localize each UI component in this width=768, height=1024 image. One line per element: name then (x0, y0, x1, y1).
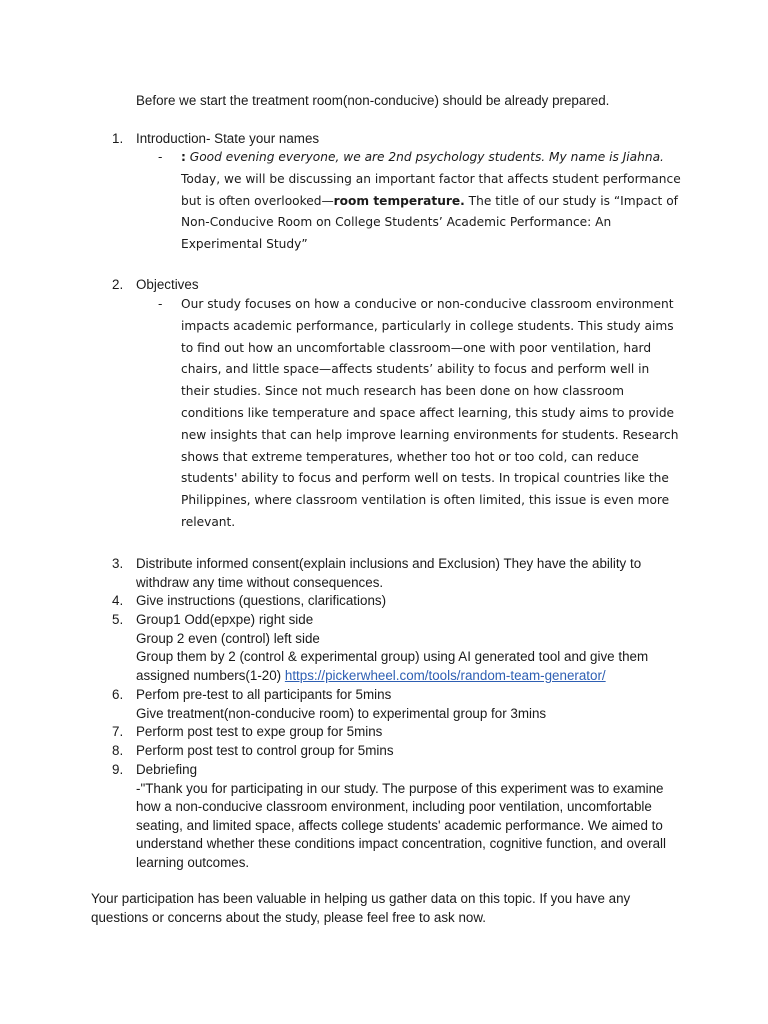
item-number: 9. (112, 762, 124, 777)
intro-text: Today, we will be discussing an important factor that affects student performance but is often overlooked— (181, 171, 681, 208)
pre-test-line: Perfom pre-test to all participants for 5mins (136, 687, 392, 702)
key-term: room temperature. (333, 193, 465, 208)
item-text: Perform post test to expe group for 5mins (136, 724, 383, 739)
item-text: Perform post test to control group for 5mins (136, 743, 394, 758)
item-text: Distribute informed consent(explain inclusions and Exclusion) They have the ability to withdraw any time without consequences. (136, 556, 642, 590)
item-number: 8. (112, 743, 124, 758)
greeting-text: Good evening everyone, we are 2nd psychology students. My name is Jiahna. (185, 150, 664, 164)
item-title: Introduction- State your names (136, 131, 320, 146)
item-title: Objectives (136, 277, 199, 292)
debriefing-paragraph: -"Thank you for participating in our study. The purpose of this experiment was to examine how a non-conducive classroom environment, including poor ventilation, uncomfortable seating, and limited space, affects college students' academic performance. We aimed to understand whether these conditions impact concentration, cognitive function, and overall learning outcomes. (136, 780, 666, 870)
item-number: 3. (112, 556, 124, 571)
item-number: 2. (112, 277, 124, 292)
item-number: 7. (112, 724, 124, 739)
item-title: Debriefing (136, 762, 198, 777)
group-2-line: Group 2 even (control) left side (136, 630, 320, 646)
introduction-paragraph (181, 147, 681, 256)
bullet-dash: - (158, 297, 163, 311)
item-number: 1. (112, 131, 124, 146)
intro-line: Before we start the treatment room(non-conducive) should be already prepared. (136, 93, 610, 108)
item-text: Give instructions (questions, clarifications) (136, 593, 387, 608)
bullet-dash: - (158, 150, 163, 164)
group-1-line: Group1 Odd(epxpe) right side (136, 612, 314, 627)
item-number: 4. (112, 593, 124, 608)
item-number: 6. (112, 687, 124, 702)
treatment-line: Give treatment(non-conducive room) to experimental group for 3mins (136, 705, 547, 721)
item-number: 5. (112, 612, 124, 627)
grouping-instruction (136, 648, 671, 685)
objectives-paragraph: Our study focuses on how a conducive or non-conducive classroom environment impacts academic performance, particularly in college students. This study aims to find out how an uncomfortable classroom—one with poor ventilation, hard chairs, and little space—affects students’ ability to focus and perform well in their studies. Since not much research has been done on how classroom conditions like temperature and space affect learning, this study aims to provide new insights that can help improve learning environments for students. Research shows that extreme temperatures, whether too hot or too cold, can reduce students' ability to focus and perform well on tests. In tropical countries like the Philippines, where classroom ventilation is often limited, this issue is even more relevant. (181, 297, 679, 529)
closing-paragraph: Your participation has been valuable in helping us gather data on this topic. If you have any questions or concerns about the study, please feel free to ask now. (91, 891, 631, 925)
random-team-generator-link[interactable]: https://pickerwheel.com/tools/random-team-generator/ (284, 667, 606, 683)
study-title-text: The title of our study is “Impact of Non-Conducive Room on College Students’ Academic Performance: An Experimental Study” (181, 193, 678, 252)
colon-mark: : (181, 150, 186, 164)
grouping-text: Group them by 2 (control & experimental group) using AI generated tool and give them assigned numbers(1-20) (136, 649, 649, 683)
